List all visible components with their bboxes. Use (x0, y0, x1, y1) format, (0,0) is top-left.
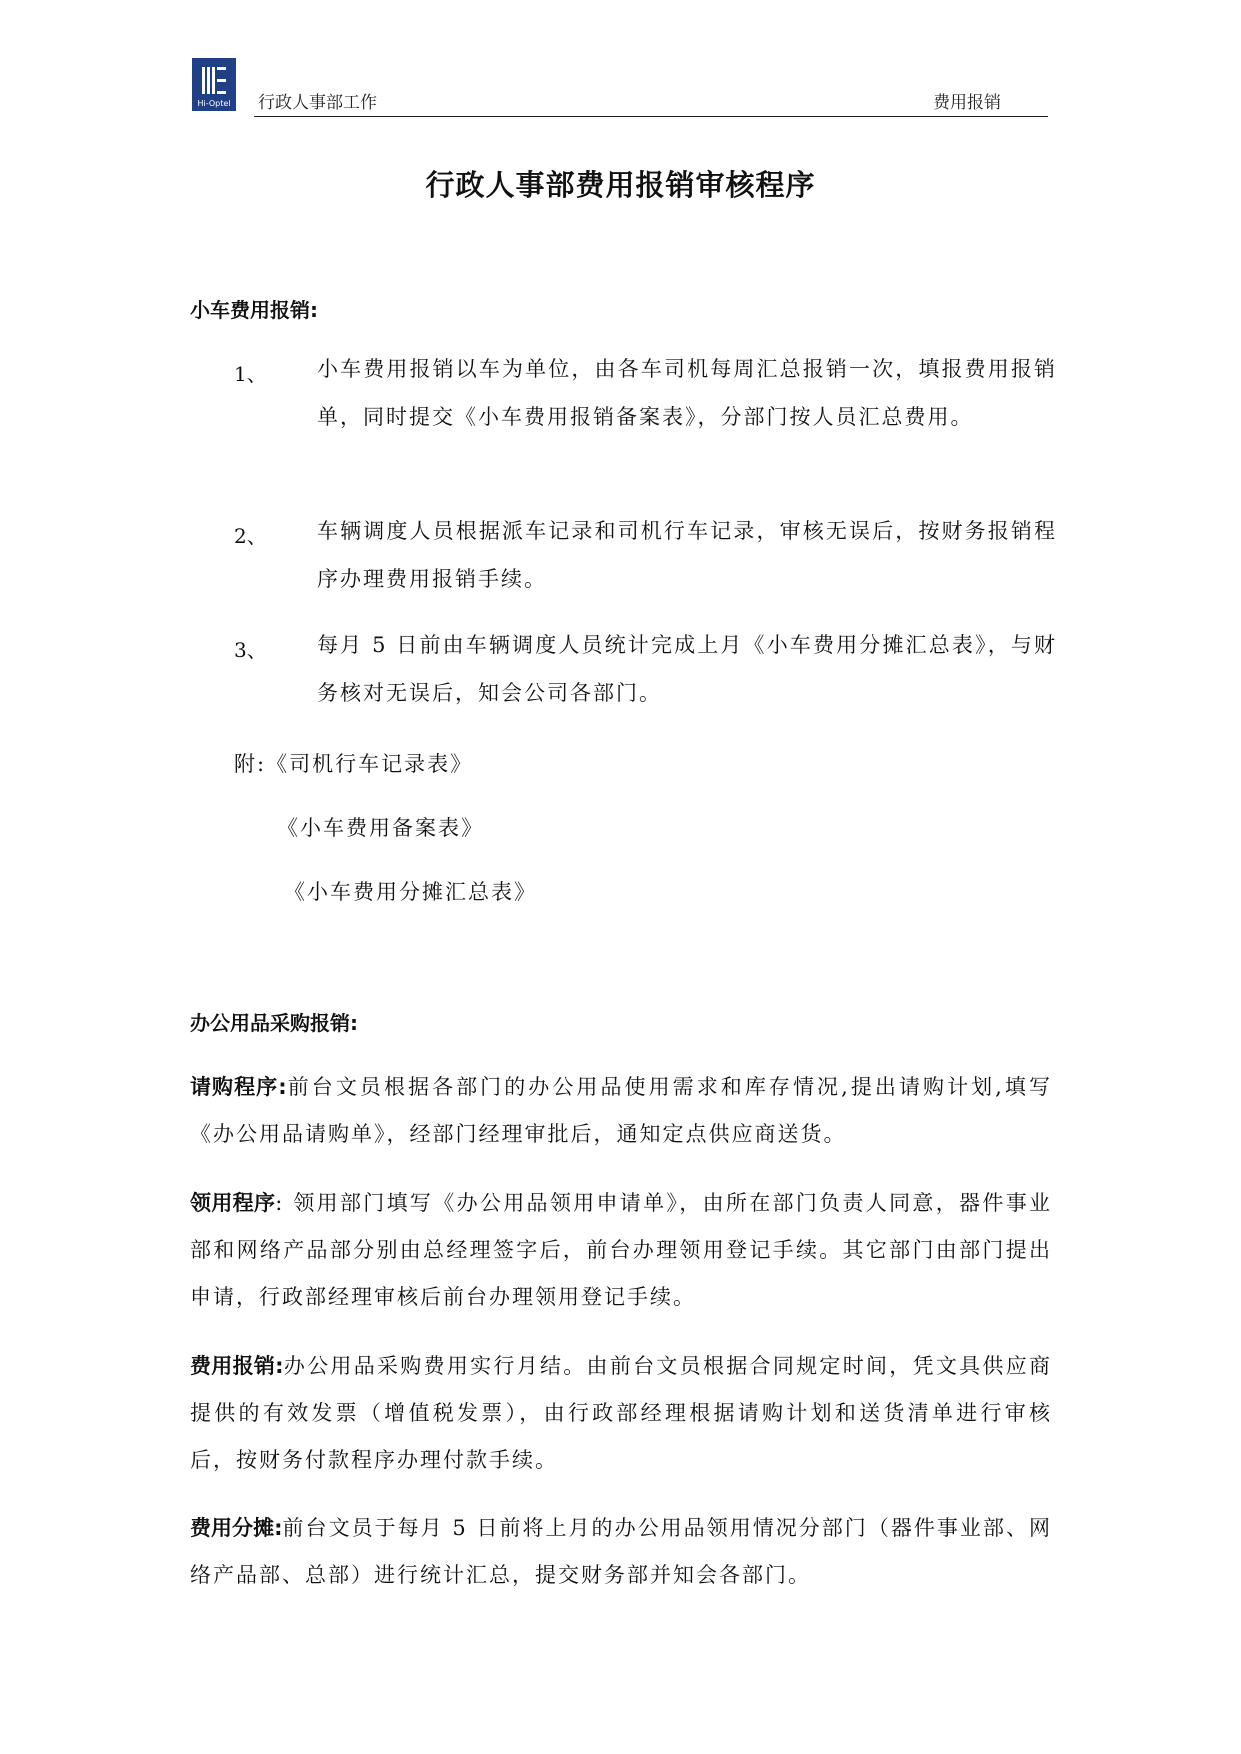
procedure-text: 办公用品采购费用实行月结。由前台文员根据合同规定时间，凭文具供应商提供的有效发票（增值税发票），由行政部经理根据请购计划和送货清单进行审核后，按财务付款程序办理付款手续。 (190, 1354, 1052, 1472)
document-title: 行政人事部费用报销审核程序 (425, 168, 816, 202)
company-logo (192, 58, 236, 111)
item-text: 小车费用报销以车为单位，由各车司机每周汇总报销一次，填报费用报销单，同时提交《小车费用报销备案表》，分部门按人员汇总费用。 (317, 357, 1057, 429)
attachment-line: 《小车费用备案表》 (277, 816, 484, 840)
logo-text: Hi-Optel (197, 99, 231, 108)
attachment-line: 附:《司机行车记录表》 (234, 752, 474, 776)
item-number: 2、 (234, 524, 267, 548)
section-heading-car: 小车费用报销: (190, 298, 318, 322)
procedure-text: : 领用部门填写《办公用品领用申请单》，由所在部门负责人同意，器件事业部和网络产品部分别由总经理签字后，前台办理领用登记手续。其它部门由部门提出申请，行政部经理审核后前台办理领用登记手续。 (190, 1191, 1053, 1309)
item-text: 车辆调度人员根据派车记录和司机行车记录，审核无误后，按财务报销程序办理费用报销手续。 (317, 519, 1057, 591)
procedure-label: 费用报销: (190, 1354, 284, 1378)
procedure-block (190, 1343, 1052, 1484)
item-text: 每月 5 日前由车辆调度人员统计完成上月《小车费用分摊汇总表》，与财务核对无误后，知会公司各部门。 (317, 633, 1057, 705)
procedure-block (190, 1180, 1052, 1321)
procedure-label: 费用分摊: (190, 1516, 283, 1540)
item-number: 1、 (234, 362, 267, 386)
section-heading-office: 办公用品采购报销: (190, 1011, 358, 1035)
header-divider (254, 116, 1048, 117)
logo-mark-icon (202, 67, 226, 94)
procedure-text: 前台文员于每月 5 日前将上月的办公用品领用情况分部门（器件事业部、网络产品部、总部）进行统计汇总，提交财务部并知会各部门。 (190, 1516, 1052, 1587)
header-topic: 费用报销 (933, 93, 1001, 113)
procedure-label: 请购程序: (190, 1075, 287, 1099)
attachment-line: 《小车费用分摊汇总表》 (284, 880, 537, 904)
procedure-text: 前台文员根据各部门的办公用品使用需求和库存情况,提出请购计划,填写《办公用品请购单》，经部门经理审批后，通知定点供应商送货。 (190, 1075, 1052, 1146)
item-number: 3、 (234, 638, 267, 662)
procedure-block (190, 1064, 1052, 1158)
procedure-label: 领用程序 (190, 1191, 276, 1215)
procedure-block (190, 1505, 1052, 1599)
header-department: 行政人事部工作 (258, 93, 377, 113)
